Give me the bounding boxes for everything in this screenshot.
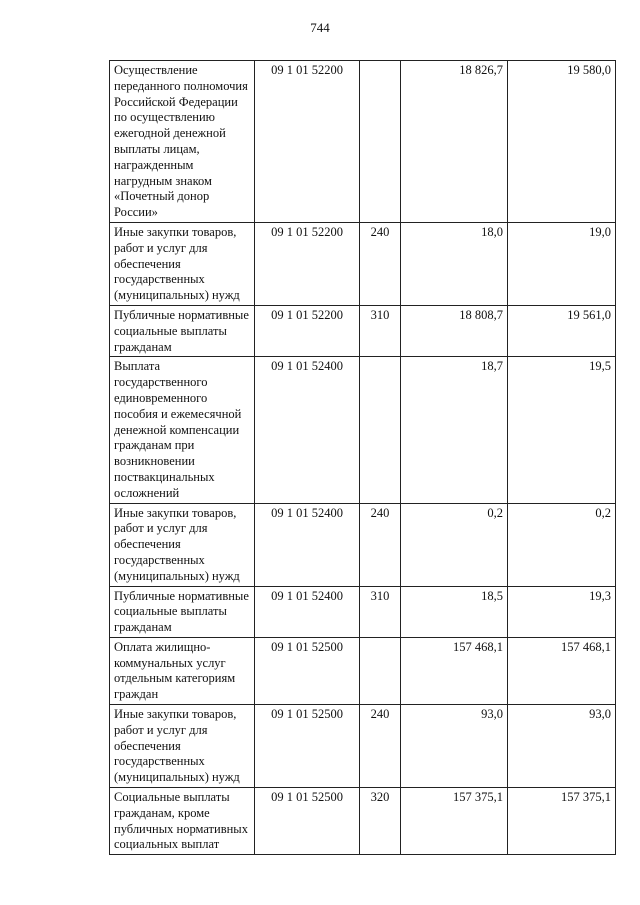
row-name-cell: Иные закупки товаров, работ и услуг для обеспечения государственных (муниципальных) нужд bbox=[110, 222, 255, 305]
row-name-cell: Иные закупки товаров, работ и услуг для обеспечения государственных (муниципальных) нужд bbox=[110, 503, 255, 586]
table-row bbox=[110, 61, 616, 223]
row-name-cell: Публичные нормативные социальные выплаты гражданам bbox=[110, 586, 255, 637]
row-amount-2-cell: 157 375,1 bbox=[508, 788, 616, 855]
row-amount-1-cell: 18,0 bbox=[401, 222, 508, 305]
row-name-cell: Выплата государственного единовременного пособия и ежемесячной денежной компенсации гражданам при возникновении поствакцинальных осложнений bbox=[110, 357, 255, 503]
row-expense-type-cell: 320 bbox=[360, 788, 401, 855]
table-row bbox=[110, 357, 616, 503]
table-row bbox=[110, 503, 616, 586]
row-code-cell: 09 1 01 52200 bbox=[255, 305, 360, 356]
row-amount-2-cell: 19,3 bbox=[508, 586, 616, 637]
row-amount-2-cell: 19,0 bbox=[508, 222, 616, 305]
row-amount-2-cell: 0,2 bbox=[508, 503, 616, 586]
budget-table bbox=[109, 60, 616, 855]
row-amount-1-cell: 0,2 bbox=[401, 503, 508, 586]
row-amount-1-cell: 157 468,1 bbox=[401, 637, 508, 704]
row-amount-1-cell: 18,5 bbox=[401, 586, 508, 637]
row-expense-type-cell bbox=[360, 61, 401, 223]
table-row bbox=[110, 637, 616, 704]
table-row bbox=[110, 705, 616, 788]
row-expense-type-cell: 310 bbox=[360, 586, 401, 637]
row-code-cell: 09 1 01 52500 bbox=[255, 705, 360, 788]
row-amount-1-cell: 18 826,7 bbox=[401, 61, 508, 223]
row-expense-type-cell bbox=[360, 637, 401, 704]
row-expense-type-cell: 310 bbox=[360, 305, 401, 356]
row-name-cell: Социальные выплаты гражданам, кроме публичных нормативных социальных выплат bbox=[110, 788, 255, 855]
row-amount-2-cell: 19,5 bbox=[508, 357, 616, 503]
row-amount-2-cell: 19 561,0 bbox=[508, 305, 616, 356]
row-code-cell: 09 1 01 52200 bbox=[255, 222, 360, 305]
row-name-cell: Иные закупки товаров, работ и услуг для обеспечения государственных (муниципальных) нужд bbox=[110, 705, 255, 788]
page-number: 744 bbox=[310, 20, 330, 35]
row-amount-1-cell: 93,0 bbox=[401, 705, 508, 788]
row-code-cell: 09 1 01 52500 bbox=[255, 788, 360, 855]
row-code-cell: 09 1 01 52400 bbox=[255, 357, 360, 503]
row-code-cell: 09 1 01 52500 bbox=[255, 637, 360, 704]
row-amount-1-cell: 157 375,1 bbox=[401, 788, 508, 855]
table-row bbox=[110, 305, 616, 356]
row-expense-type-cell: 240 bbox=[360, 222, 401, 305]
row-amount-2-cell: 93,0 bbox=[508, 705, 616, 788]
row-code-cell: 09 1 01 52400 bbox=[255, 503, 360, 586]
row-expense-type-cell: 240 bbox=[360, 705, 401, 788]
row-code-cell: 09 1 01 52200 bbox=[255, 61, 360, 223]
row-code-cell: 09 1 01 52400 bbox=[255, 586, 360, 637]
table-row bbox=[110, 586, 616, 637]
table-row bbox=[110, 788, 616, 855]
row-name-cell: Публичные нормативные социальные выплаты гражданам bbox=[110, 305, 255, 356]
row-name-cell: Осуществление переданного полномочия Российской Федерации по осуществлению ежегодной денежной выплаты лицам, награжденным нагрудным знаком «Почетный донор России» bbox=[110, 61, 255, 223]
row-name-cell: Оплата жилищно-коммунальных услуг отдельным категориям граждан bbox=[110, 637, 255, 704]
row-expense-type-cell: 240 bbox=[360, 503, 401, 586]
row-amount-2-cell: 157 468,1 bbox=[508, 637, 616, 704]
row-amount-1-cell: 18 808,7 bbox=[401, 305, 508, 356]
row-amount-1-cell: 18,7 bbox=[401, 357, 508, 503]
row-amount-2-cell: 19 580,0 bbox=[508, 61, 616, 223]
row-expense-type-cell bbox=[360, 357, 401, 503]
table-row bbox=[110, 222, 616, 305]
